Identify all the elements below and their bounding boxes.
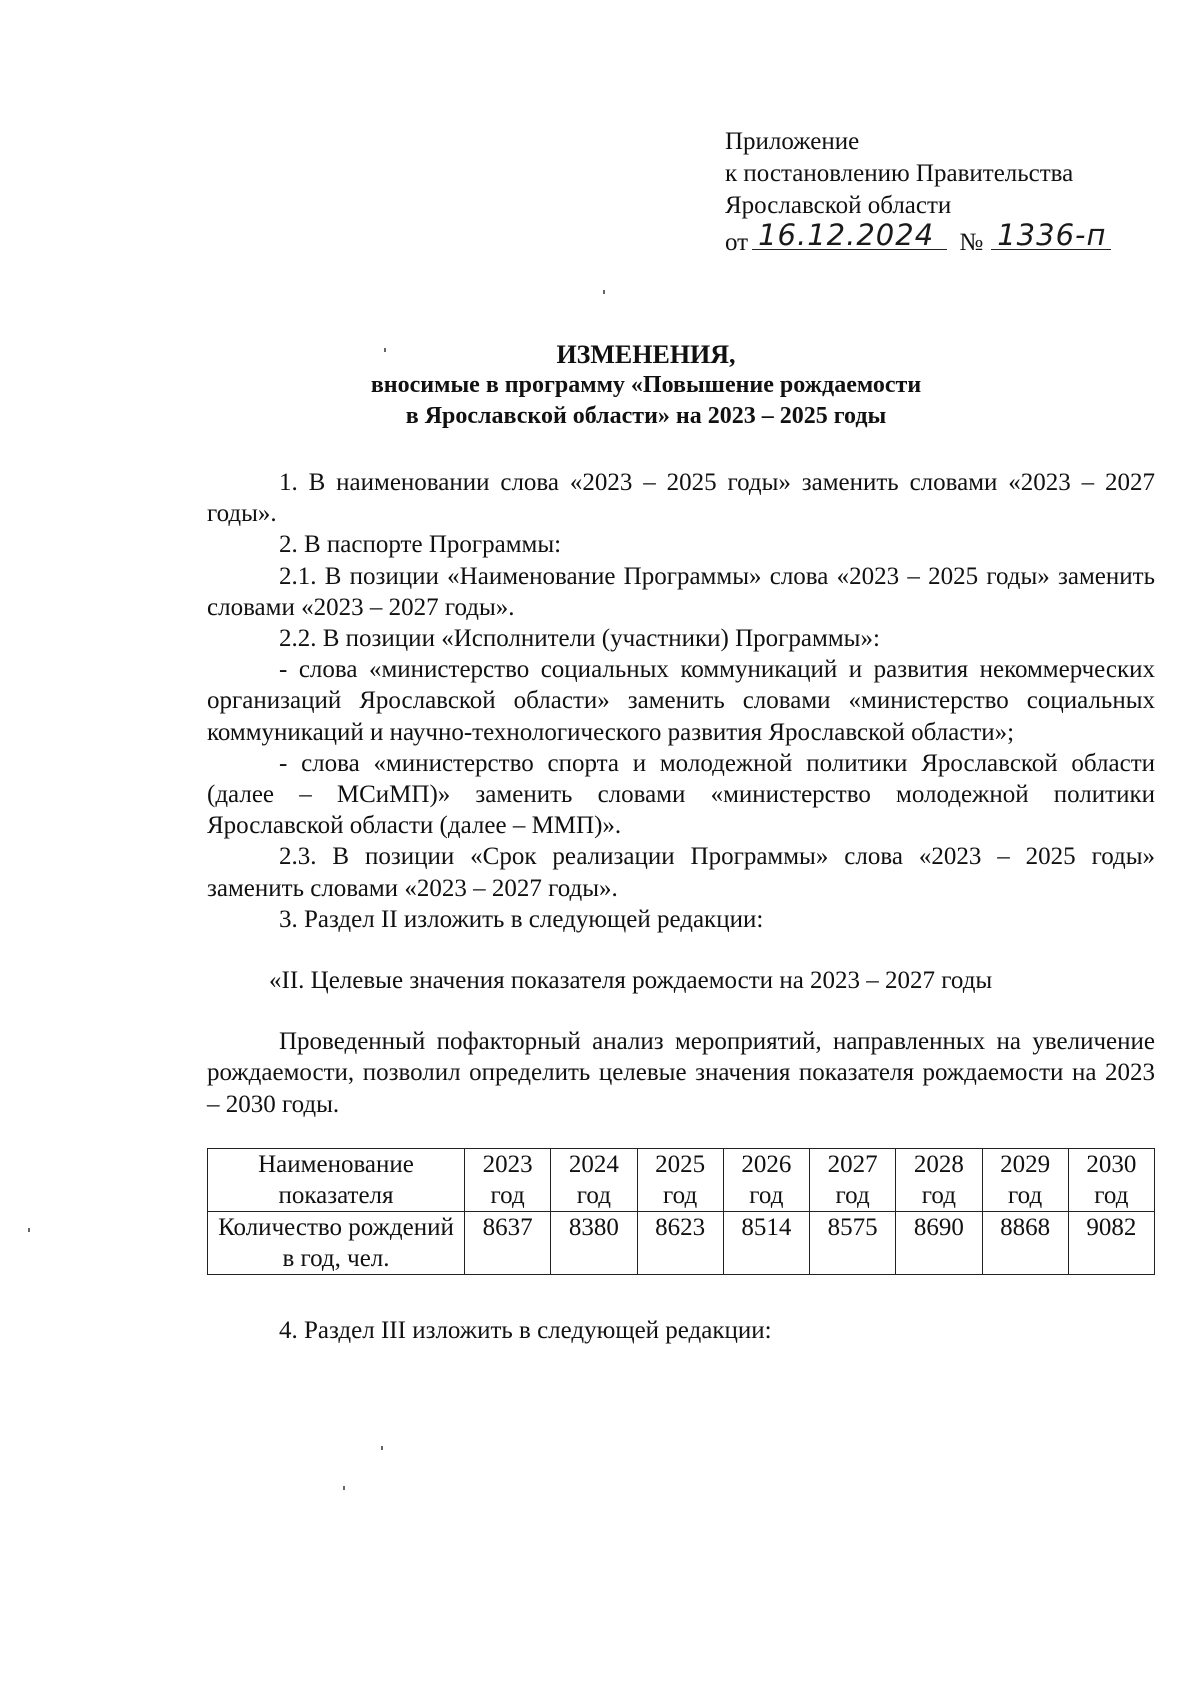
paragraph-3: 3. Раздел II изложить в следующей редакции: [279, 905, 764, 933]
table-header-row [208, 1148, 1155, 1211]
document-title [0, 340, 1200, 432]
paragraph-2: 2. В паспорте Программы: [279, 531, 562, 559]
title-heading: ИЗМЕНЕНИЯ, [556, 340, 736, 369]
scan-speck [381, 1446, 383, 1450]
date-field [752, 218, 947, 252]
paragraph-2-2: 2.2. В позиции «Исполнители (участники) Программы»: [279, 625, 880, 653]
table-cell-value: 8380 [551, 1211, 637, 1274]
scan-speck [343, 1486, 345, 1490]
table-header-name: Наименование показателя [208, 1148, 465, 1211]
table-header-year: 2025 год [637, 1148, 723, 1211]
annex-region: Ярославской области [725, 192, 952, 219]
paragraph-2-2-a: - слова «министерство социальных коммуникаций и развития некоммерческих организаций Ярославской области» заменить словами «министерство социальных коммуникаций и научно-технологического развития Ярославской области»; [207, 656, 1155, 746]
scan-speck [28, 1228, 30, 1232]
table-cell-value: 8868 [982, 1211, 1068, 1274]
annex-resolution-ref: к постановлению Правительства [725, 160, 1074, 187]
number-field [991, 218, 1111, 252]
handwritten-number: 1336-п [997, 218, 1107, 252]
table-cell-value: 8623 [637, 1211, 723, 1274]
title-subline-2: в Ярославской области» на 2023 – 2025 годы [405, 403, 887, 429]
table-row [208, 1211, 1155, 1274]
birth-rate-table [207, 1148, 1155, 1275]
title-subline-1: вносимые в программу «Повышение рождаемости [370, 372, 922, 398]
section-2-heading: «II. Целевые значения показателя рождаемости на 2023 – 2027 годы [269, 967, 993, 995]
table-header-year: 2024 год [551, 1148, 637, 1211]
handwritten-date: 16.12.2024 [758, 218, 935, 252]
table-row-name: Количество рождений в год, чел. [208, 1211, 465, 1274]
paragraph-4: 4. Раздел III изложить в следующей редакции: [279, 1316, 772, 1344]
analysis-paragraph: Проведенный пофакторный анализ мероприятий, направленных на увеличение рождаемости, позволил определить целевые значения показателя рождаемости на 2023 – 2030 годы. [207, 1028, 1155, 1118]
date-prefix: от [725, 229, 749, 256]
table-cell-value: 8637 [465, 1211, 551, 1274]
table-header-year: 2028 год [896, 1148, 982, 1211]
annex-block [725, 126, 1111, 259]
annex-date-number-line [725, 218, 1111, 259]
table-cell-value: 8690 [896, 1211, 982, 1274]
number-sign: № [959, 229, 984, 256]
table-header-year: 2029 год [982, 1148, 1068, 1211]
paragraph-2-2-b: - слова «министерство спорта и молодежной политики Ярославской области (далее – МСиМП)» заменить словами «министерство молодежной политики Ярославской области (далее – ММП)». [207, 749, 1155, 840]
table-cell-value: 9082 [1068, 1211, 1154, 1274]
scan-speck [603, 290, 605, 294]
table-cell-value: 8514 [723, 1211, 809, 1274]
document-body [207, 467, 1155, 1346]
table-header-year: 2026 год [723, 1148, 809, 1211]
paragraph-2-1: 2.1. В позиции «Наименование Программы» слова «2023 – 2025 годы» заменить словами «2023 – 2027 годы». [207, 562, 1155, 621]
table-header-year: 2023 год [465, 1148, 551, 1211]
table-cell-value: 8575 [810, 1211, 896, 1274]
table-header-year: 2027 год [810, 1148, 896, 1211]
paragraph-2-3: 2.3. В позиции «Срок реализации Программы» слова «2023 – 2025 годы» заменить словами «2023 – 2027 годы». [207, 843, 1155, 902]
table-header-year: 2030 год [1068, 1148, 1154, 1211]
annex-title: Приложение [725, 128, 860, 155]
scan-speck [384, 348, 386, 352]
paragraph-1: 1. В наименовании слова «2023 – 2025 годы» заменить словами «2023 – 2027 годы». [207, 469, 1155, 528]
